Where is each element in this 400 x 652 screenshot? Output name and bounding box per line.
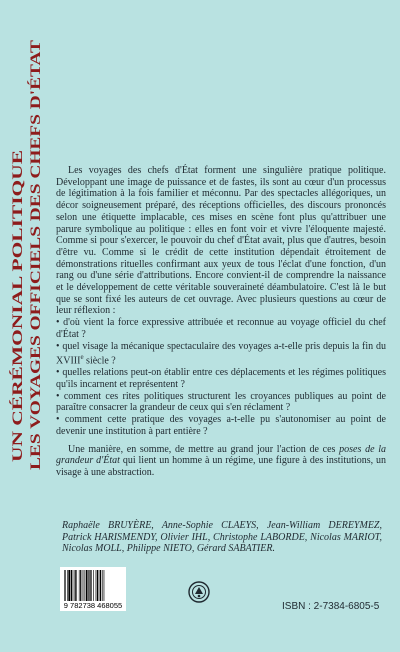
question-text: • quel visage la mécanique spectaculaire des voyages a-t-elle pris depuis la fin du XVIII — [56, 340, 386, 367]
barcode-bar — [89, 570, 90, 601]
closing-italic: poses de la grandeur d'État — [56, 443, 386, 467]
barcode — [60, 567, 126, 611]
barcode-bar — [65, 570, 66, 601]
barcode-bar — [68, 570, 70, 601]
question-item: • comment cette pratique des voyages a-t-elle pu s'autonomiser au point de devenir une institution à part entière ? — [56, 414, 386, 437]
title-line-1: UN CÉRÉMONIAL POLITIQUE — [10, 255, 26, 462]
vertical-title — [2, 30, 50, 470]
back-cover-text — [56, 165, 386, 479]
barcode-bar — [79, 570, 80, 601]
barcode-bar — [91, 570, 92, 601]
barcode-bars — [64, 570, 122, 601]
question-item — [56, 341, 386, 368]
barcode-bar — [76, 570, 77, 601]
barcode-bar — [104, 570, 105, 601]
question-list — [56, 317, 386, 437]
barcode-bar — [84, 570, 85, 601]
barcode-bar — [102, 570, 103, 601]
question-text-end: siècle ? — [83, 355, 116, 367]
barcode-bar — [64, 570, 65, 601]
barcode-bar — [86, 570, 88, 601]
title-line-2: LES VOYAGES OFFICIELS DES CHEFS D'ÉTAT — [28, 155, 44, 470]
barcode-digits: 9 782738 468055 — [63, 601, 123, 610]
barcode-bar — [83, 570, 84, 601]
barcode-bar — [80, 570, 81, 601]
intro-paragraph: Les voyages des chefs d'État forment une singulière pratique politique. Développant une image de puissance et de fastes, ils sont au cœur d'un processus de légitimation à la fois familier et méconnu. Par des spectacles allégoriques, un décor soigneusement préparé, des réceptions officielles, des discours prononcés selon une étiquette implacable, ces mises en scène font plus qu'attribuer une parure symbolique au politique : elles en font voir et vivre l'éloquente majesté. Comme si pour s'exercer, le pouvoir du chef d'État avait, plus que d'autres, besoin d'être vu. Comme si le crédit de cette institution dépendait étroitement de démonstrations rituelles confirmant aux yeux de tous l'éclat d'une fonction, d'un rang ou d'une série d'attributions. Encore convient-il de comprendre la naissance et le développement de cette véritable souveraineté déambulatoire. C'est là le but que se sont fixé les auteurs de cet ouvrage. Avec plusieurs questions au cœur de leur réflexion : — [56, 165, 386, 317]
question-item: • d'où vient la force expressive attribuée et reconnue au voyage officiel du chef d'État ? — [56, 317, 386, 340]
century-superscript: e — [80, 353, 84, 362]
authors-list: Raphaële BRUYÈRE, Anne-Sophie CLAEYS, Jean-William DEREYMEZ, Patrick HARISMENDY, Olivier IHL, Christophe LABORDE, Nicolas MARIOT, Nicolas MOLL, Philippe NIETO, Gérard SABATIER. — [62, 520, 382, 555]
barcode-bar — [88, 570, 89, 601]
isbn-label: ISBN : 2-7384-6805-5 — [282, 601, 380, 612]
barcode-bar — [99, 570, 100, 601]
barcode-bar — [67, 570, 68, 601]
question-item: • comment ces rites politiques structurent les croyances publiques au point de paraître consacrer la grandeur de ceux qui s'en réclament ? — [56, 390, 386, 414]
barcode-bar — [100, 570, 101, 601]
closing-text-end: qui lient un homme à un régime, une figure à des institutions, un visage à une abstraction. — [56, 455, 386, 478]
barcode-bar — [93, 570, 94, 601]
barcode-bar — [96, 570, 97, 601]
barcode-bar — [97, 570, 98, 601]
barcode-bar — [75, 570, 76, 601]
barcode-bar — [71, 570, 72, 601]
closing-text: Une manière, en somme, de mettre au grand jour l'action de ces — [68, 443, 340, 455]
barcode-bar — [73, 570, 74, 601]
question-item: • quelles relations peut-on établir entre ces déplacements et les régimes politiques qu'ils incarnent et représentent ? — [56, 367, 386, 390]
closing-paragraph — [56, 444, 386, 479]
publisher-logo-icon — [188, 581, 210, 603]
vertical-title-svg — [2, 30, 50, 470]
